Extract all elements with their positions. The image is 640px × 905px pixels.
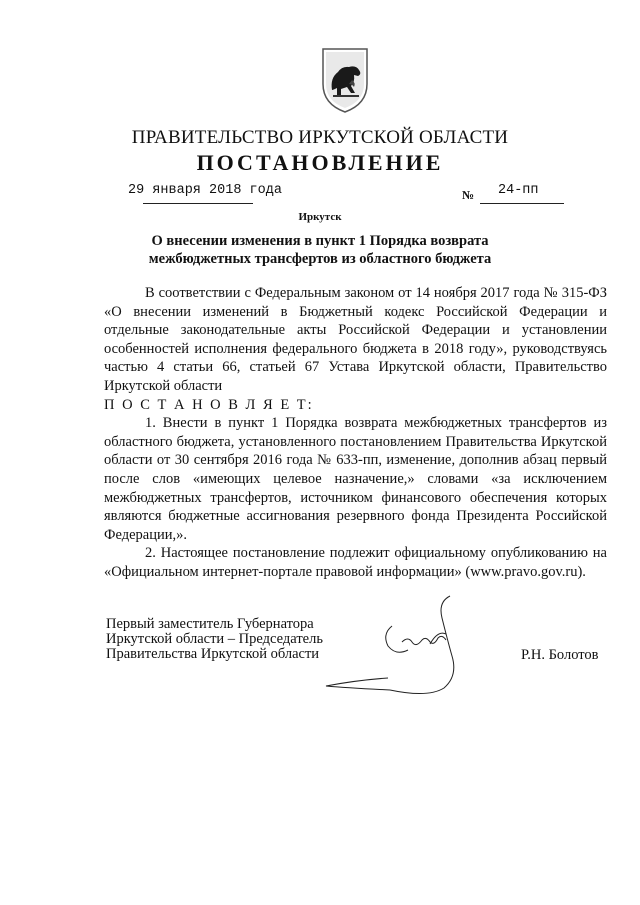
signature-image	[318, 590, 494, 710]
signatory-title-line: Первый заместитель Губернатора	[106, 616, 314, 632]
item-1-paragraph: 1. Внести в пункт 1 Порядка возврата межбюджетных трансфертов из областного бюджета, установленного постановлением Правительства Иркутской области от 30 сентября 2016 года № 633-пп, изменение, дополнив абзац первый после слов «имеющих целевое назначение,» словами «за исключением межбюджетных трансфертов, источником финансового обеспечения которых являются бюджетные ассигнования резервного фонда Президента Российской Федерации,».	[104, 415, 607, 543]
coat-of-arms-icon	[318, 46, 372, 114]
number-underline	[480, 203, 564, 204]
signatory-title	[106, 617, 323, 662]
item-2-paragraph: 2. Настоящее постановление подлежит официальному опубликованию на «Официальном интернет-портале правовой информации» (www.pravo.gov.ru).	[104, 545, 607, 580]
document-body	[104, 284, 607, 582]
document-title: О внесении изменения в пункт 1 Порядка возврата межбюджетных трансфертов из областного бюджета	[148, 233, 492, 267]
document-date: 29 января 2018 года	[128, 183, 282, 198]
signatory-name: Р.Н. Болотов	[521, 647, 599, 663]
decree-word: П О С Т А Н О В Л Я Е Т:	[104, 396, 314, 413]
government-title: ПРАВИТЕЛЬСТВО ИРКУТСКОЙ ОБЛАСТИ	[131, 127, 509, 148]
signatory-title-line: Иркутской области – Председатель	[106, 631, 323, 647]
city: Иркутск	[298, 211, 342, 223]
number-sign: №	[462, 188, 475, 202]
date-underline	[143, 203, 253, 204]
document-number: 24-пп	[498, 183, 539, 198]
document-type: ПОСТАНОВЛЕНИЕ	[196, 150, 444, 175]
signatory-title-line: Правительства Иркутской области	[106, 646, 320, 662]
preamble-paragraph: В соответствии с Федеральным законом от 14 ноября 2017 года № 315-ФЗ «О внесении изменений в Бюджетный кодекс Российской Федерации и отдельные законодательные акты Российской Федерации и установлении особенностей исполнения федерального бюджета в 2018 году», руководствуясь частью 4 статьи 66, статьей 67 Устава Иркутской области, Правительство Иркутской области	[104, 285, 607, 394]
